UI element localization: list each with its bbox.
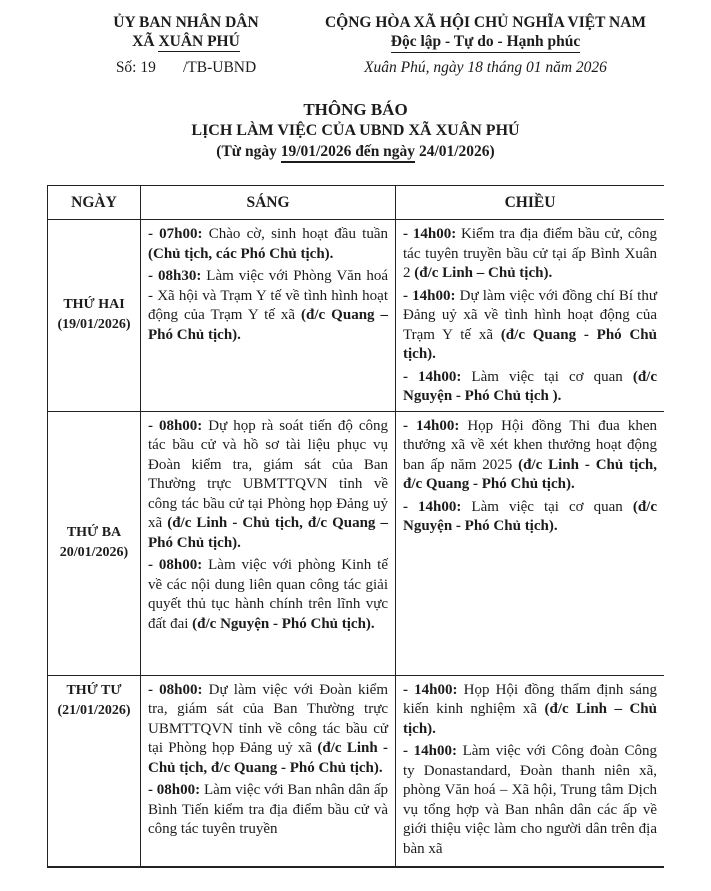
entry-bold-segment: - 08h00:: [148, 417, 203, 434]
morning-cell: [141, 675, 396, 868]
national-title: CỘNG HÒA XÃ HỘI CHỦ NGHĨA VIỆT NAM: [324, 14, 647, 31]
entry-bold-segment: - 08h00:: [148, 681, 203, 698]
entry-text-segment: Làm việc với Công đoàn Công ty Donastandard, Đoàn thanh niên xã, phòng Văn hoá – Xã hội, Trung tâm Dịch vụ tổng hợp và Ban nhân dân các ấp về giới thiệu việc làm cho người dân trên địa bàn xã: [403, 743, 657, 857]
entry-text-segment: Làm việc tại cơ quan: [461, 498, 633, 515]
schedule-entry: [148, 681, 388, 779]
place-date-line: Xuân Phú, ngày 18 tháng 01 năm 2026: [364, 59, 607, 76]
entry-bold-segment: (đ/c Nguyện - Phó Chủ tịch).: [403, 498, 657, 534]
entry-text-segment: Kiểm tra địa điểm bầu cử, công tác tuyên truyền bầu cử tại ấp Bình Xuân 2: [403, 226, 657, 281]
column-header-afternoon: CHIỀU: [396, 186, 665, 220]
morning-cell: [141, 411, 396, 675]
entry-text-segment: Làm việc với phòng Kinh tế về các nội dung liên quan công tác giải quyết thủ tục hành chính trên lĩnh vực đất đai: [148, 557, 388, 632]
day-date: 20/01/2026): [59, 545, 129, 560]
afternoon-cell: [396, 411, 665, 675]
entry-bold-segment: - 14h00:: [403, 417, 460, 434]
table-row: [48, 220, 665, 412]
schedule-table-container: [47, 185, 664, 868]
authority-commune-name: XUÂN PHÚ: [158, 33, 240, 50]
entry-text-segment: Chào cờ, sinh hoạt đầu tuần: [202, 226, 388, 242]
notice-heading: THÔNG BÁO: [303, 100, 408, 119]
schedule-entry: [403, 225, 657, 284]
entry-bold-segment: (đ/c Linh - Chủ tịch, đ/c Quang - Phó Chủ tịch).: [148, 740, 388, 776]
document-number: Số: 19 /TB-UBND: [115, 59, 257, 76]
entry-text-segment: Làm việc với Ban nhân dân ấp Bình Tiến kiểm tra địa điểm bầu cử và công tác tuyên truyền: [148, 782, 388, 837]
entry-text-segment: Dự làm việc với Đoàn kiểm tra, giám sát của Ban Thường trực UBMTTQVN tỉnh về công tác bầu cử tại Phòng họp Đảng uỷ xã: [148, 681, 388, 756]
table-row: [48, 411, 665, 675]
entry-text-segment: Dự họp rà soát tiến độ công tác bầu cử và hồ sơ tài liệu phục vụ Đoàn kiểm tra, giám sát của Ban Thường trực UBMTTQVN tỉnh về công tác bầu cử tại Phòng họp Đảng uỷ xã: [148, 417, 388, 531]
entry-bold-segment: - 14h00:: [403, 498, 462, 515]
schedule-entry: [403, 742, 657, 859]
schedule-entry: [148, 781, 388, 840]
day-name: THỨ HAI: [63, 297, 125, 313]
table-header-row: [48, 186, 665, 220]
date-range-prefix: (Từ ngày: [216, 143, 281, 160]
issuing-authority-block: [72, 13, 300, 77]
entry-bold-segment: - 14h00:: [403, 287, 456, 304]
afternoon-cell: [396, 220, 665, 412]
national-motto: Độc lập - Tự do - Hạnh phúc: [391, 32, 580, 53]
schedule-entry: [403, 681, 657, 740]
entry-bold-segment: - 14h00:: [403, 681, 458, 698]
document-title-block: [0, 100, 711, 162]
entry-text-segment: Làm việc với Phòng Văn hoá - Xã hội và Trạm Y tế về tình hình hoạt động của Trạm Y tế xã: [148, 268, 388, 323]
morning-cell: [141, 220, 396, 412]
entry-bold-segment: - 14h00:: [403, 226, 457, 242]
entry-bold-segment: (đ/c Quang - Phó Chủ tịch).: [403, 326, 657, 362]
date-range-suffix: 24/01/2026): [415, 143, 495, 160]
entry-bold-segment: - 08h00:: [148, 557, 203, 573]
document-header: [0, 0, 711, 77]
national-header-block: [300, 13, 671, 77]
entry-bold-segment: (đ/c Linh - Chủ tịch, đ/c Quang - Phó Chủ tịch).: [403, 456, 657, 492]
entry-text-segment: Dự làm việc với đồng chí Bí thư Đảng uỷ xã về tình hình hoạt động của Trạm Y tế xã: [403, 287, 657, 343]
entry-bold-segment: - 08h00:: [148, 782, 201, 798]
schedule-entry: [148, 417, 388, 554]
entry-bold-segment: (đ/c Linh – Chủ tịch).: [403, 701, 657, 737]
authority-commune-prefix: XÃ: [132, 33, 159, 50]
schedule-entry: [403, 417, 657, 495]
schedule-entry: [148, 556, 388, 634]
schedule-entry: [403, 368, 657, 407]
entry-bold-segment: (đ/c Nguyện - Phó Chủ tịch).: [192, 615, 375, 632]
day-name: THỨ TƯ: [66, 682, 122, 698]
authority-line1: ỦY BAN NHÂN DÂN: [113, 14, 259, 31]
column-header-day: NGÀY: [48, 186, 141, 220]
entry-text-segment: Làm việc tại cơ quan: [461, 368, 633, 385]
table-row: [48, 675, 665, 868]
schedule-entry: [403, 287, 657, 365]
date-range-line: [0, 142, 711, 162]
day-cell: [48, 220, 141, 412]
column-header-morning: SÁNG: [141, 186, 396, 220]
schedule-table-body: [48, 220, 665, 869]
entry-bold-segment: (đ/c Linh - Chủ tịch, đ/c Quang – Phó Chủ tịch).: [148, 515, 388, 551]
date-range-underlined: 19/01/2026 đến ngày: [281, 143, 415, 163]
entry-bold-segment: - 07h00:: [148, 226, 203, 242]
authority-line2: [72, 32, 300, 51]
entry-bold-segment: (Chủ tịch, các Phó Chủ tịch).: [148, 245, 334, 262]
schedule-table: [47, 185, 664, 868]
schedule-entry: [148, 225, 388, 264]
entry-bold-segment: (đ/c Linh – Chủ tịch).: [414, 265, 553, 281]
day-date: (19/01/2026): [57, 317, 131, 333]
entry-bold-segment: (đ/c Nguyện - Phó Chủ tịch ).: [403, 368, 657, 404]
entry-bold-segment: - 14h00:: [403, 368, 462, 385]
schedule-entry: [148, 267, 388, 345]
day-cell: [48, 411, 141, 675]
entry-bold-segment: (đ/c Quang – Phó Chủ tịch).: [148, 307, 389, 343]
entry-text-segment: Họp Hội đồng thẩm định sáng kiến kinh nghiệm xã: [403, 681, 657, 717]
schedule-entry: [403, 498, 657, 537]
schedule-title: LỊCH LÀM VIỆC CỦA UBND XÃ XUÂN PHÚ: [191, 122, 520, 139]
day-date: (21/01/2026): [57, 702, 131, 718]
afternoon-cell: [396, 675, 665, 868]
day-cell: [48, 675, 141, 868]
entry-bold-segment: - 14h00:: [403, 743, 457, 759]
day-name: THỨ BA: [66, 525, 122, 540]
entry-bold-segment: - 08h30:: [148, 268, 202, 284]
entry-text-segment: Họp Hội đồng Thi đua khen thưởng xã về xét khen thưởng hoạt động ban ấp năm 2025: [403, 417, 657, 473]
